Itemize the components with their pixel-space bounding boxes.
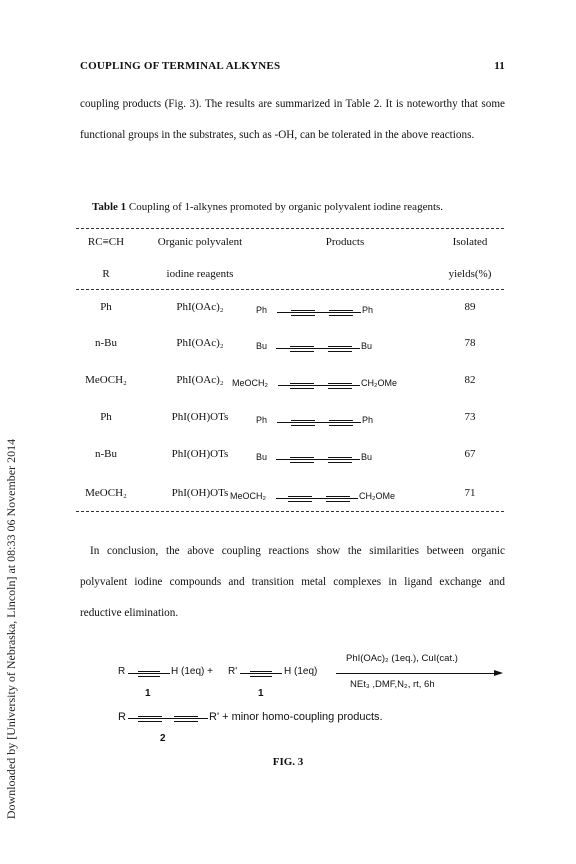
product-right-group: Ph bbox=[362, 305, 374, 315]
row-yield: 78 bbox=[464, 337, 476, 349]
header-r: R bbox=[102, 268, 110, 280]
row-reagent: PhI(OH)OTs bbox=[171, 411, 229, 423]
row-r: n-Bu bbox=[95, 448, 117, 460]
product-right-group: Ph bbox=[362, 415, 374, 425]
header-rccH: RC≡CH bbox=[87, 236, 125, 248]
product-diyne bbox=[256, 341, 436, 355]
conditions-top: PhI(OAc)₂ (1eq.), CuI(cat.) bbox=[346, 653, 458, 664]
product-rest: R' + minor homo-coupling products. bbox=[209, 711, 383, 723]
product-left-group: Bu bbox=[256, 452, 268, 462]
table-top-rule bbox=[76, 228, 504, 229]
row-yield: 67 bbox=[464, 448, 476, 460]
product-left-group: MeOCH₂ bbox=[232, 378, 268, 388]
table-caption-label: Table 1 bbox=[92, 201, 127, 213]
reactant2-number: 1 bbox=[258, 688, 264, 699]
paragraph-conclusion: In conclusion, the above coupling reactions show the similarities between organic polyvalent iodine compounds and transition metal complexes in ligand exchange and reductive elimination. bbox=[80, 545, 505, 619]
reactant1-r: R bbox=[118, 666, 126, 677]
header-yield-line1: Isolated bbox=[452, 236, 488, 248]
product-number: 2 bbox=[160, 733, 166, 744]
header-reagent-line1: Organic polyvalent bbox=[157, 236, 243, 248]
conditions-bottom: NEt₃ ,DMF,N₂, rt, 6h bbox=[350, 679, 435, 690]
row-yield: 89 bbox=[464, 301, 476, 313]
paragraph-results: coupling products (Fig. 3). The results are summarized in Table 2. It is noteworthy that some functional groups in the substrates, such as -OH, can be tolerated in the above reactions. bbox=[80, 98, 505, 141]
table-bottom-rule bbox=[76, 511, 504, 512]
download-note: Downloaded by [University of Nebraska, Lincoln] at 08:33 06 November 2014 bbox=[4, 438, 18, 820]
product-left-group: Ph bbox=[256, 305, 268, 315]
reaction-arrow bbox=[336, 673, 501, 674]
product-diyne bbox=[256, 415, 436, 429]
figure-label: FIG. 3 bbox=[272, 756, 304, 768]
row-reagent: PhI(OH)OTs bbox=[171, 448, 229, 460]
header-yield-line2: yields(%) bbox=[448, 268, 492, 280]
product-diyne bbox=[256, 305, 436, 319]
row-yield: 71 bbox=[464, 487, 476, 499]
reactant2-h: H (1eq) bbox=[284, 666, 318, 677]
product-diyne bbox=[230, 491, 442, 505]
row-reagent: PhI(OAc)₂ bbox=[176, 301, 224, 313]
table-caption-text: Coupling of 1-alkynes promoted by organic polyvalent iodine reagents. bbox=[126, 201, 444, 213]
product-diyne bbox=[256, 452, 436, 466]
row-yield: 82 bbox=[464, 374, 476, 386]
reactant1-number: 1 bbox=[145, 688, 151, 699]
table-header-rule bbox=[76, 289, 504, 290]
page-number: 11 bbox=[494, 60, 505, 72]
row-reagent: PhI(OH)OTs bbox=[171, 487, 229, 499]
reactant2-r: R' bbox=[228, 666, 238, 677]
row-reagent: PhI(OAc)₂ bbox=[176, 337, 224, 349]
row-r: MeOCH₂ bbox=[85, 487, 127, 499]
header-reagent-line2: iodine reagents bbox=[166, 268, 234, 280]
row-yield: 73 bbox=[464, 411, 476, 423]
product-left-group: MeOCH₂ bbox=[230, 491, 266, 501]
row-r: n-Bu bbox=[95, 337, 117, 349]
running-header bbox=[80, 60, 505, 72]
row-r: MeOCH₂ bbox=[85, 374, 127, 386]
reactant1-h: H (1eq) + bbox=[171, 666, 213, 677]
running-title: COUPLING OF TERMINAL ALKYNES bbox=[80, 60, 281, 72]
product-right-group: Bu bbox=[361, 341, 373, 351]
row-reagent: PhI(OAc)₂ bbox=[176, 374, 224, 386]
product-right-group: Bu bbox=[361, 452, 373, 462]
product-right-group: CH₂OMe bbox=[361, 378, 397, 388]
product-diyne bbox=[232, 378, 442, 392]
row-r: Ph bbox=[100, 301, 112, 313]
product-left-group: Ph bbox=[256, 415, 268, 425]
product-r: R bbox=[118, 711, 126, 723]
product-left-group: Bu bbox=[256, 341, 268, 351]
header-products: Products bbox=[325, 236, 365, 248]
product-right-group: CH₂OMe bbox=[359, 491, 395, 501]
row-r: Ph bbox=[100, 411, 112, 423]
table-caption bbox=[92, 201, 512, 213]
